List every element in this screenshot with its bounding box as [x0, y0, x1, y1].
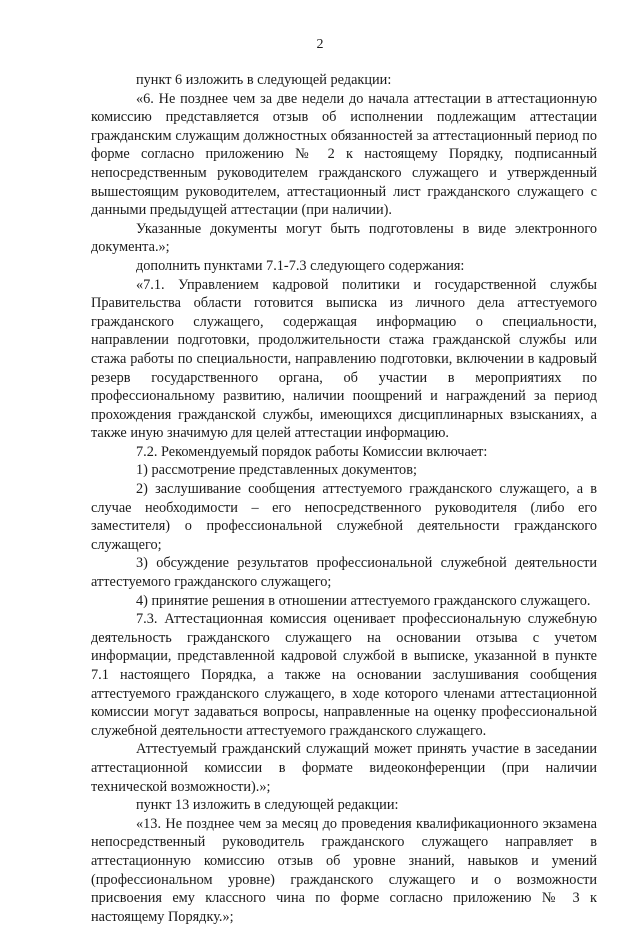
- paragraph-item-7-1: «7.1. Управлением кадровой политики и государственной службы Правительства области готовится выписка из личного дела аттестуемого гражданского служащего, содержащая информацию о специальности, направлении подготовки, продолжительности стажа гражданской службы или стажа работы по специальности, направлению подготовки, включении в кадровый резерв государственного органа, об участии в мероприятиях по профессиональному развитию, наличии поощрений и награждений за период прохождения гражданской службы, имеющихся дисциплинарных взысканиях, а также иную значимую для целей аттестации информацию.: [91, 276, 597, 442]
- paragraph-item-7-3: 7.3. Аттестационная комиссия оценивает профессиональную служебную деятельность гражданского служащего на основании отзыва с учетом информации, представленной кадровой службой в выписке, указанной в пункте 7.1 настоящего Порядка, а также на основании заслушивания сообщения аттестуемого гражданского служащего, в ходе которого членами аттестационной комиссии могут задаваться вопросы, направленные на оценку профессиональной служебной деятельности аттестуемого гражданского служащего.: [91, 611, 597, 739]
- list-item-1: 1) рассмотрение представленных документов;: [136, 462, 417, 479]
- page-number: 2: [316, 37, 324, 52]
- paragraph-item6-intro: пункт 6 изложить в следующей редакции:: [136, 72, 392, 88]
- paragraph-electronic-docs: Указанные документы могут быть подготовлены в виде электронного документа.»;: [91, 220, 597, 256]
- paragraph-items-7-1-7-3-intro: дополнить пунктами 7.1-7.3 следующего содержания:: [136, 257, 465, 274]
- document-body: [91, 71, 597, 926]
- list-item-3: 3) обсуждение результатов профессиональной служебной деятельности аттестуемого гражданского служащего;: [91, 555, 597, 591]
- paragraph-item6-text: «6. Не позднее чем за две недели до начала аттестации в аттестационную комиссию представляется отзыв об исполнении подлежащим аттестации гражданским служащим должностных обязанностей за аттестационный период по форме согласно приложению № 2 к настоящему Порядку, подписанный непосредственным руководителем гражданского служащего и утвержденный вышестоящим руководителем, аттестационный лист гражданского служащего с данными предыдущей аттестации (при наличии).: [91, 90, 597, 219]
- list-item-2: 2) заслушивание сообщения аттестуемого гражданского служащего, а в случае необходимости – его непосредственного руководителя (либо его заместителя) о профессиональной служебной деятельности гражданского служащего;: [91, 481, 597, 553]
- list-item-4: 4) принятие решения в отношении аттестуемого гражданского служащего.: [136, 592, 591, 609]
- paragraph-item-7-2: 7.2. Рекомендуемый порядок работы Комиссии включает:: [136, 443, 488, 460]
- paragraph-videoconference: Аттестуемый гражданский служащий может принять участие в заседании аттестационной комиссии в формате видеоконференции (при наличии технической возможности).»;: [91, 741, 597, 795]
- paragraph-item13-text: «13. Не позднее чем за месяц до проведения квалификационного экзамена непосредственный руководитель гражданского служащего направляет в аттестационную комиссию отзыв об уровне знаний, навыков и умений (профессиональном уровне) гражданского служащего и о возможности присвоения ему классного чина по форме согласно приложению № 3 к настоящему Порядку.»;: [91, 815, 597, 925]
- paragraph-item13-intro: пункт 13 изложить в следующей редакции:: [136, 797, 399, 814]
